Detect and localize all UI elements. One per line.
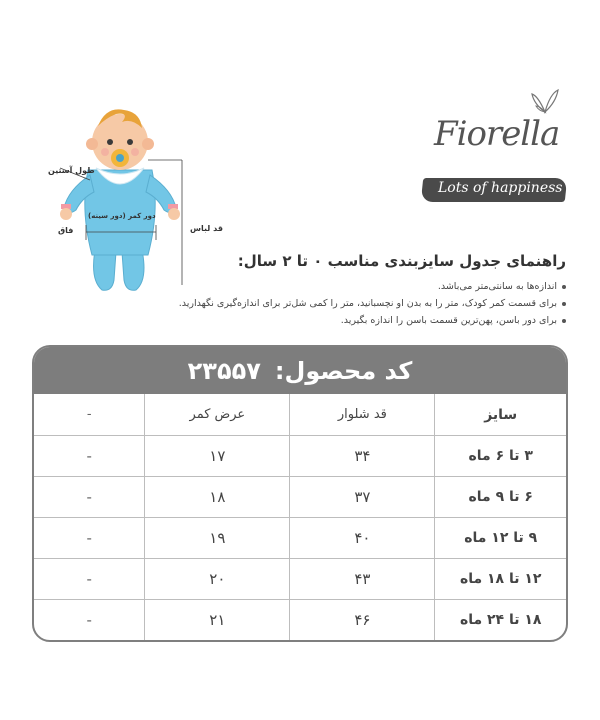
cell-size: ۱۸ تا ۲۴ ماه bbox=[435, 600, 566, 641]
cell-waist-width: ۱۷ bbox=[145, 436, 290, 477]
cell-size: ۱۲ تا ۱۸ ماه bbox=[435, 559, 566, 600]
sleeve-length-label: طول آستین bbox=[48, 166, 95, 175]
table-row bbox=[34, 518, 566, 559]
header-empty: - bbox=[34, 394, 145, 436]
brand-name: Fiorella bbox=[434, 114, 560, 154]
cell-waist-width: ۲۰ bbox=[145, 559, 290, 600]
crotch-label: فاق bbox=[58, 226, 74, 235]
brand-tagline: Lots of happiness bbox=[438, 180, 563, 196]
cell-waist-width: ۲۱ bbox=[145, 600, 290, 641]
cell-empty: - bbox=[34, 518, 145, 559]
table-header-row bbox=[34, 394, 566, 436]
guide-note-text: برای قسمت کمر کودک، متر را به بدن او نچسبانید، متر را کمی شل‌تر برای اندازه‌گیری نگهدارید. bbox=[178, 298, 557, 309]
bullet-icon bbox=[562, 302, 566, 306]
table-row bbox=[34, 559, 566, 600]
table-row bbox=[34, 477, 566, 518]
size-table bbox=[34, 394, 566, 640]
guide-note-text: برای دور باسن، پهن‌ترین قسمت باسن را اندازه بگیرید. bbox=[340, 315, 557, 326]
brand-logo bbox=[418, 86, 568, 206]
cell-pants-length: ۳۴ bbox=[290, 436, 435, 477]
cell-size: ۶ تا ۹ ماه bbox=[435, 477, 566, 518]
product-code-label: کد محصول: bbox=[274, 356, 413, 385]
product-code: ۲۳۵۵۷ bbox=[187, 356, 261, 385]
cell-empty: - bbox=[34, 436, 145, 477]
cell-empty: - bbox=[86, 611, 92, 629]
product-code-header bbox=[34, 347, 566, 394]
guide-note-text: اندازه‌ها به سانتی‌متر می‌باشد. bbox=[437, 281, 557, 292]
cell-empty: - bbox=[34, 559, 145, 600]
bullet-icon bbox=[562, 285, 566, 289]
garment-length-label: قد لباس bbox=[190, 224, 223, 233]
guide-note bbox=[126, 295, 566, 312]
bullet-icon bbox=[562, 319, 566, 323]
cell-size: ۳ تا ۶ ماه bbox=[435, 436, 566, 477]
size-guide-text bbox=[126, 252, 566, 329]
size-table-card bbox=[32, 345, 568, 642]
guide-title: راهنمای جدول سایزبندی مناسب ۰ تا ۲ سال: bbox=[237, 252, 566, 270]
cell-waist-width: ۱۸ bbox=[145, 477, 290, 518]
cell-pants-length: ۴۰ bbox=[290, 518, 435, 559]
cell-waist-width: ۱۹ bbox=[145, 518, 290, 559]
cell-pants-length: ۴۶ bbox=[290, 600, 435, 641]
header-pants-length: قد شلوار bbox=[290, 394, 435, 436]
table-row bbox=[34, 436, 566, 477]
butterfly-icon bbox=[530, 86, 560, 116]
waist-chest-label: دور کمر (دور سینه) bbox=[88, 212, 156, 220]
cell-pants-length: ۳۷ bbox=[290, 477, 435, 518]
cell-pants-length: ۴۳ bbox=[290, 559, 435, 600]
header-size: سایز bbox=[435, 394, 566, 436]
guide-note bbox=[126, 312, 566, 329]
table-row bbox=[34, 600, 566, 641]
header-waist-width: عرض کمر bbox=[145, 394, 290, 436]
guide-note bbox=[126, 278, 566, 295]
cell-empty: - bbox=[34, 477, 145, 518]
cell-size: ۹ تا ۱۲ ماه bbox=[435, 518, 566, 559]
